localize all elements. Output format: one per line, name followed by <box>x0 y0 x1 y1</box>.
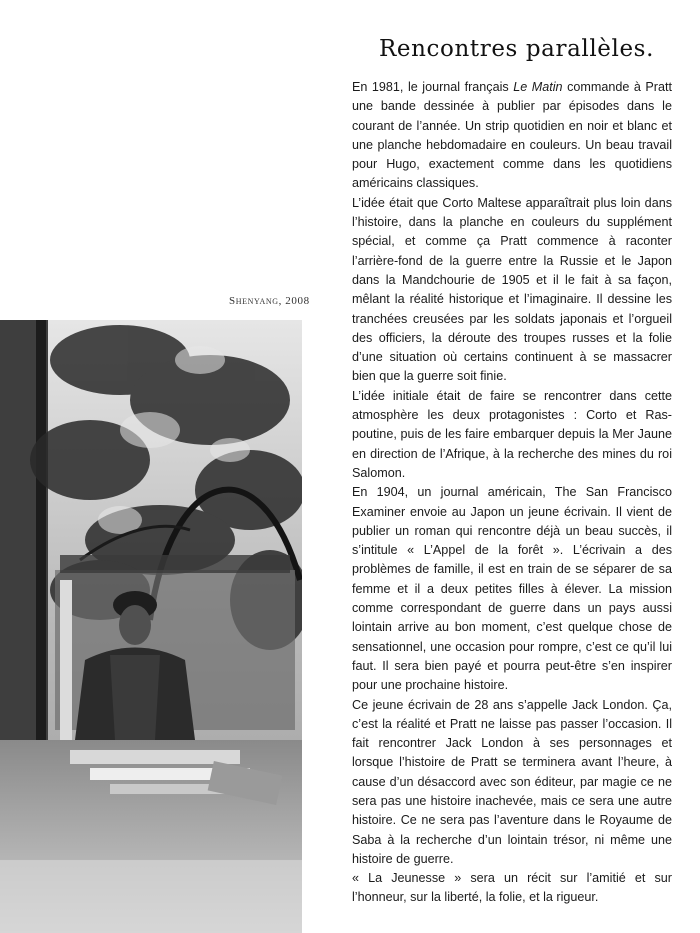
paragraph: Ce jeune écrivain de 28 ans s’appelle Jack London. Ça, c’est la réalité et Pratt ne laisse pas passer l’occasion. Il fait rencontrer Jack London à ses personnages et lorsque l’histoire de Pratt se terminera avant l’heure, à cause d’un désaccord avec son éditeur, par magie ce ne sera pas une histoire inachevée, mais ce sera une autre histoire. Ce ne sera pas l’aventure dans le Royaume de Saba à la recherche d’un lointain trésor, ni même une histoire de guerre. <box>352 697 672 866</box>
paragraph: L’idée était que Corto Maltese apparaîtrait plus loin dans l’histoire, dans la planche en couleurs du supplément spécial, et comme ça Pratt commence à raconter l’arrière-fond de la guerre entre la Russie et le Japon dans la Mandchourie de 1905 et il le fait à sa façon, mêlant la réalité historique et l’imaginaire. Il dessine les tranchées creusées par les soldats japonais et l’orgueil des officiers, la déroute des troupes russes et la folie d’une situation où certains continuent à se massacrer bien que la guerre soit finie. <box>352 195 672 384</box>
paragraph: L’idée initiale était de faire se rencontrer dans cette atmosphère les deux protagonistes : Corto et Raspoutine, puis de les faire embarquer depuis la Mer Jaune en direction de l’Afrique, à la recherche des mines du roi Salomon. <box>352 388 672 480</box>
photograph <box>0 320 302 933</box>
page-title: Rencontres parallèles. <box>379 36 654 62</box>
article-body <box>352 78 672 908</box>
paragraph: En 1981, le journal français Le Matin commande à Pratt une bande dessinée à publier par épisodes dans le courant de l’année. Un strip quotidien en noir et blanc et une planche hebdomadaire en couleurs. Un beau travail pour Hugo, exactement comme dans les quotidiens américains classiques. <box>352 80 672 191</box>
paragraph: En 1904, un journal américain, The San Francisco Examiner envoie au Japon un jeune écrivain. Il vient de publier un roman qui rencontre déjà un beau succès, il s’intitule « L’Appel de la forêt ». L’écrivain a des problèmes de famille, il est en train de se séparer de sa femme et il a deux petites filles à élever. La mission comme correspondant de guerre dans un pays aussi lointain arrive au bon moment, c’est quelque chose de sensationnel, une occasion pour rompre, c’est ce qu’il lui faut. Il sera bien payé et pourra peut-être s’en inspirer pour une prochaine histoire. <box>352 485 672 693</box>
photo-caption: Shenyang, 2008 <box>229 295 310 307</box>
paragraph: « La Jeunesse » sera un récit sur l’amitié et sur l’honneur, sur la liberté, la folie, et la rigueur. <box>352 871 672 905</box>
newspaper-name: Le Matin <box>513 80 563 94</box>
